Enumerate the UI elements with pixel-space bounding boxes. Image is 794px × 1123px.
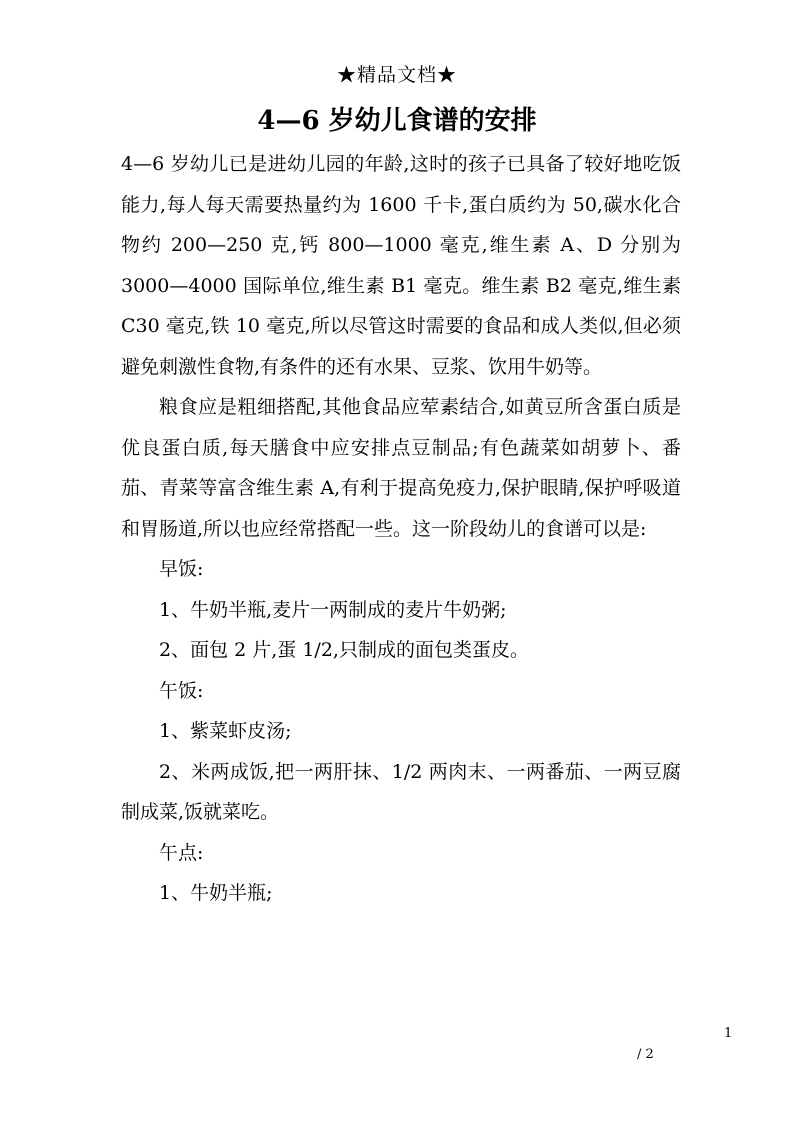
paragraph-intro: 4—6 岁幼儿已是进幼儿园的年龄,这时的孩子已具备了较好地吃饭能力,每人每天需要热量约为 1600 千卡,蛋白质约为 50,碳水化合物约 200—250 克,钙 800—1000 毫克,维生素 A、D 分别为 3000—4000 国际单位,维生素 B1 毫克。维生素 B2 毫克,维生素 C30 毫克,铁 10 毫克,所以尽管这时需要的食品和成人类似,但必须避免刺激性食物,有条件的还有水果、豆浆、饮用牛奶等。 — [121, 153, 681, 378]
page-total: / 2 — [637, 1047, 654, 1062]
section-breakfast-heading: 早饭: — [159, 558, 204, 580]
lunch-item-1: 1、紫菜虾皮汤; — [159, 720, 292, 742]
section-lunch-heading: 午饭: — [159, 679, 204, 702]
document-body — [121, 144, 681, 914]
breakfast-item-2: 2、面包 2 片,蛋 1/2,只制成的面包类蛋皮。 — [159, 639, 529, 661]
section-snack-heading: 午点: — [159, 841, 204, 864]
snack-item-1: 1、牛奶半瓶; — [159, 882, 273, 904]
paragraph-food-principles: 粮食应是粗细搭配,其他食品应荤素结合,如黄豆所含蛋白质是优良蛋白质,每天膳食中应安排点豆制品;有色蔬菜如胡萝卜、番茄、青菜等富含维生素 A,有利于提高免疫力,保护眼睛,保护呼吸道和胃肠道,所以也应经常搭配一些。这一阶段幼儿的食谱可以是: — [121, 396, 681, 540]
document-header: ★精品文档★ — [336, 64, 457, 86]
page-number: 1 — [724, 1026, 733, 1041]
lunch-item-2: 2、米两成饭,把一两肝抹、1/2 两肉末、一两番茄、一两豆腐制成菜,饭就菜吃。 — [121, 760, 681, 823]
document-title: 4—6 岁幼儿食谱的安排 — [257, 106, 537, 136]
breakfast-item-1: 1、牛奶半瓶,麦片一两制成的麦片牛奶粥; — [159, 598, 507, 621]
